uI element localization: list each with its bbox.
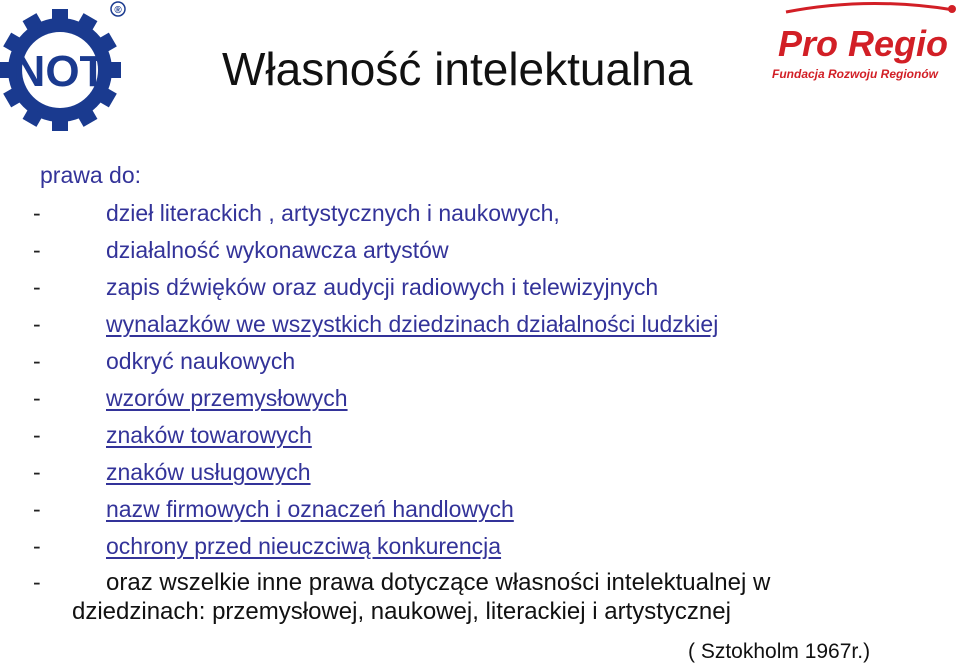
list-dash: - [33, 274, 41, 300]
list-item-text: odkryć naukowych [106, 348, 296, 374]
list-item-continuation: dziedzinach: przemysłowej, naukowej, literackiej i artystycznej [72, 598, 731, 625]
list-item-text: dzieł literackich , artystycznych i naukowych, [106, 200, 560, 226]
list-dash: - [33, 459, 41, 485]
list-item-text: nazw firmowych i oznaczeń handlowych [106, 496, 514, 522]
list-dash: - [33, 200, 41, 226]
proregio-subtitle: Fundacja Rozwoju Regionów [772, 67, 938, 81]
list-item-text: wynalazków we wszystkich dziedzinach działalności ludzkiej [106, 311, 719, 337]
list-dash: - [33, 311, 41, 337]
list-item-text: wzorów przemysłowych [106, 385, 348, 411]
proregio-regio-text: Regio [848, 23, 949, 64]
list-dash: - [33, 422, 41, 448]
list-item-text: znaków usługowych [106, 459, 311, 485]
intro-text: prawa do: [40, 162, 142, 188]
list-item-text: znaków towarowych [106, 422, 312, 448]
slide-title: Własność intelektualna [222, 43, 693, 95]
list-dash: - [33, 385, 41, 411]
list-item-text: zapis dźwięków oraz audycji radiowych i telewizyjnych [106, 274, 659, 300]
source-note: ( Sztokholm 1967r.) [688, 640, 871, 663]
list-item-text: ochrony przed nieuczciwą konkurencja [106, 533, 502, 559]
list-dash: - [33, 569, 41, 595]
not-logo-text: NOT [13, 47, 107, 96]
list-dash: - [33, 348, 41, 374]
proregio-pro-text: Pro [778, 23, 839, 64]
list-dash: - [33, 237, 41, 263]
list-item-text: działalność wykonawcza artystów [106, 237, 449, 263]
list-dash: - [33, 533, 41, 559]
registered-mark: ® [114, 5, 122, 16]
list-item-text: oraz wszelkie inne prawa dotyczące własności intelektualnej w [106, 569, 771, 596]
list-dash: - [33, 496, 41, 522]
